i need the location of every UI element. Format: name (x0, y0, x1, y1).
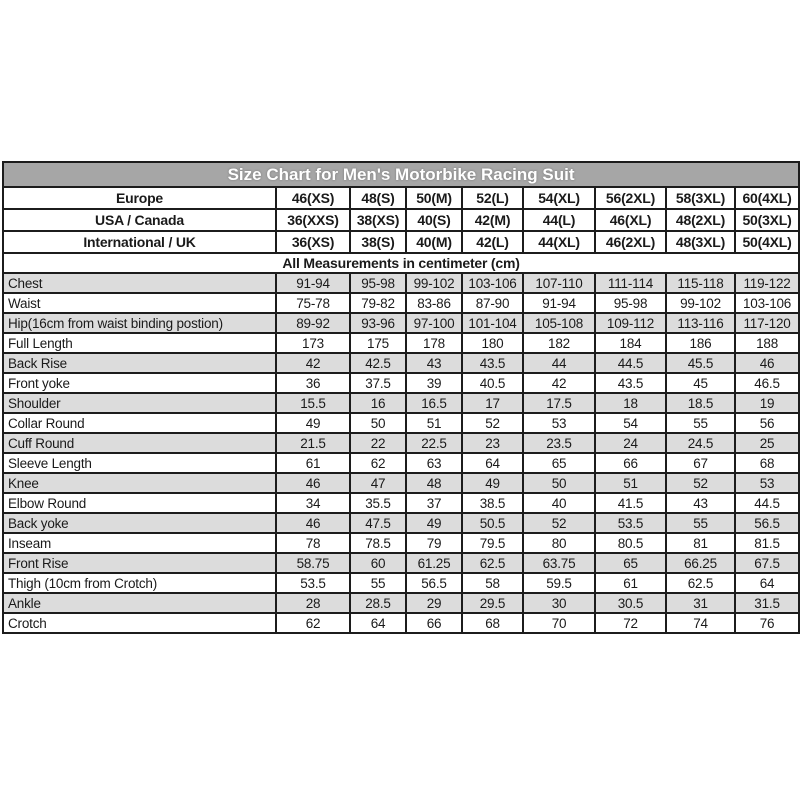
measurement-row-value: 22 (350, 433, 406, 453)
measurement-row-value: 56.5 (406, 573, 462, 593)
measurement-row-value: 93-96 (350, 313, 406, 333)
measurement-row-value: 30.5 (595, 593, 666, 613)
measurement-row-value: 46 (276, 473, 350, 493)
size-system-row-value: 50(4XL) (735, 231, 799, 253)
measurement-row-value: 37 (406, 493, 462, 513)
measurement-row (3, 613, 799, 633)
measurement-row-value: 49 (276, 413, 350, 433)
measurement-row (3, 293, 799, 313)
measurement-row-value: 65 (595, 553, 666, 573)
measurement-row-label: Inseam (3, 533, 276, 553)
measurement-row-value: 70 (523, 613, 595, 633)
measurement-row-value: 65 (523, 453, 595, 473)
measurement-row-value: 59.5 (523, 573, 595, 593)
measurement-row-value: 29 (406, 593, 462, 613)
measurement-row-value: 51 (406, 413, 462, 433)
measurement-row-value: 25 (735, 433, 799, 453)
size-system-row (3, 231, 799, 253)
measurement-row-value: 31 (666, 593, 735, 613)
measurement-row-value: 24.5 (666, 433, 735, 453)
measurement-row-value: 55 (666, 413, 735, 433)
measurement-row-label: Shoulder (3, 393, 276, 413)
measurements-note-row (3, 253, 799, 273)
measurement-row-value: 72 (595, 613, 666, 633)
measurement-row-value: 79.5 (462, 533, 523, 553)
measurement-row-value: 17 (462, 393, 523, 413)
measurement-row (3, 493, 799, 513)
measurement-row (3, 473, 799, 493)
size-system-row-value: 46(XS) (276, 187, 350, 209)
measurement-row-value: 41.5 (595, 493, 666, 513)
measurement-row-value: 62.5 (462, 553, 523, 573)
measurement-row-value: 61 (276, 453, 350, 473)
measurement-row-label: Elbow Round (3, 493, 276, 513)
measurement-row (3, 393, 799, 413)
measurement-row-value: 180 (462, 333, 523, 353)
measurement-row-value: 83-86 (406, 293, 462, 313)
measurement-row-value: 28 (276, 593, 350, 613)
size-system-row-value: 46(2XL) (595, 231, 666, 253)
measurement-row-value: 99-102 (406, 273, 462, 293)
measurement-row-value: 75-78 (276, 293, 350, 313)
measurement-row-value: 42.5 (350, 353, 406, 373)
measurement-row-label: Crotch (3, 613, 276, 633)
size-system-row-value: 46(XL) (595, 209, 666, 231)
measurement-row-value: 53 (523, 413, 595, 433)
measurement-row-value: 79-82 (350, 293, 406, 313)
measurement-row-value: 18.5 (666, 393, 735, 413)
measurement-row-label: Knee (3, 473, 276, 493)
measurement-row-value: 66.25 (666, 553, 735, 573)
measurement-row-value: 46 (735, 353, 799, 373)
measurement-row-value: 109-112 (595, 313, 666, 333)
measurement-row-value: 62 (276, 613, 350, 633)
measurement-row-value: 115-118 (666, 273, 735, 293)
measurement-row-label: Hip(16cm from waist binding postion) (3, 313, 276, 333)
size-system-row-value: 50(M) (406, 187, 462, 209)
measurement-row-value: 78 (276, 533, 350, 553)
measurement-row-value: 68 (735, 453, 799, 473)
measurement-row (3, 373, 799, 393)
measurement-row-value: 64 (735, 573, 799, 593)
measurement-row (3, 553, 799, 573)
measurement-row-value: 91-94 (523, 293, 595, 313)
measurement-row-value: 49 (406, 513, 462, 533)
measurement-row-value: 61.25 (406, 553, 462, 573)
measurement-row-value: 49 (462, 473, 523, 493)
measurement-row-value: 35.5 (350, 493, 406, 513)
measurement-row-value: 31.5 (735, 593, 799, 613)
measurement-row-value: 188 (735, 333, 799, 353)
size-system-row-value: 36(XXS) (276, 209, 350, 231)
measurement-row-value: 28.5 (350, 593, 406, 613)
measurement-row-value: 54 (595, 413, 666, 433)
measurement-row-value: 76 (735, 613, 799, 633)
measurement-row (3, 453, 799, 473)
measurement-row-value: 43.5 (462, 353, 523, 373)
measurement-row-value: 52 (523, 513, 595, 533)
size-system-row-value: 58(3XL) (666, 187, 735, 209)
size-system-row-value: 42(M) (462, 209, 523, 231)
measurement-row-value: 113-116 (666, 313, 735, 333)
measurement-row-value: 39 (406, 373, 462, 393)
measurement-row-value: 97-100 (406, 313, 462, 333)
measurement-row-value: 63 (406, 453, 462, 473)
measurement-row-label: Ankle (3, 593, 276, 613)
measurement-row-value: 51 (595, 473, 666, 493)
measurement-row-value: 61 (595, 573, 666, 593)
measurement-row-value: 74 (666, 613, 735, 633)
measurement-row-value: 103-106 (462, 273, 523, 293)
measurement-row-value: 62 (350, 453, 406, 473)
measurement-row-value: 16 (350, 393, 406, 413)
measurement-row-value: 21.5 (276, 433, 350, 453)
measurement-row-label: Cuff Round (3, 433, 276, 453)
measurement-row (3, 273, 799, 293)
measurements-note: All Measurements in centimeter (cm) (3, 253, 799, 273)
measurement-row-value: 175 (350, 333, 406, 353)
measurement-row-value: 95-98 (595, 293, 666, 313)
measurement-row-value: 64 (350, 613, 406, 633)
measurement-row-value: 46 (276, 513, 350, 533)
measurement-row-value: 107-110 (523, 273, 595, 293)
size-system-row-value: 54(XL) (523, 187, 595, 209)
measurement-row-value: 43.5 (595, 373, 666, 393)
measurement-row-value: 64 (462, 453, 523, 473)
measurement-row-value: 43 (406, 353, 462, 373)
measurement-row-value: 17.5 (523, 393, 595, 413)
measurement-row-label: Back Rise (3, 353, 276, 373)
measurement-row-value: 66 (406, 613, 462, 633)
measurement-row-value: 23.5 (523, 433, 595, 453)
measurement-row (3, 353, 799, 373)
measurement-row-value: 52 (666, 473, 735, 493)
measurement-row-label: Sleeve Length (3, 453, 276, 473)
measurement-row-value: 173 (276, 333, 350, 353)
measurement-row-label: Waist (3, 293, 276, 313)
size-system-row-value: 44(XL) (523, 231, 595, 253)
measurement-row-value: 101-104 (462, 313, 523, 333)
measurement-row-value: 78.5 (350, 533, 406, 553)
measurement-row-value: 40.5 (462, 373, 523, 393)
measurement-row-value: 56.5 (735, 513, 799, 533)
size-system-row-value: 60(4XL) (735, 187, 799, 209)
measurement-row-value: 22.5 (406, 433, 462, 453)
size-system-row-value: 48(3XL) (666, 231, 735, 253)
measurement-row-value: 38.5 (462, 493, 523, 513)
measurement-row (3, 433, 799, 453)
measurement-row-value: 119-122 (735, 273, 799, 293)
measurement-row-label: Front yoke (3, 373, 276, 393)
size-system-row-label: USA / Canada (3, 209, 276, 231)
measurement-row-value: 19 (735, 393, 799, 413)
size-system-row-value: 44(L) (523, 209, 595, 231)
measurement-row (3, 513, 799, 533)
measurement-row-value: 81 (666, 533, 735, 553)
measurement-row (3, 593, 799, 613)
measurement-row-value: 16.5 (406, 393, 462, 413)
measurement-row-value: 80 (523, 533, 595, 553)
measurement-row-value: 45.5 (666, 353, 735, 373)
measurement-row-label: Front Rise (3, 553, 276, 573)
measurement-row-value: 66 (595, 453, 666, 473)
measurement-row-label: Chest (3, 273, 276, 293)
measurement-row-value: 62.5 (666, 573, 735, 593)
measurement-row-value: 46.5 (735, 373, 799, 393)
measurement-row-value: 56 (735, 413, 799, 433)
measurement-row-value: 91-94 (276, 273, 350, 293)
measurement-row-value: 55 (350, 573, 406, 593)
measurement-row-value: 99-102 (666, 293, 735, 313)
measurement-row-value: 23 (462, 433, 523, 453)
measurement-row-value: 36 (276, 373, 350, 393)
measurement-row-value: 186 (666, 333, 735, 353)
measurement-row-value: 53.5 (595, 513, 666, 533)
size-system-row-value: 52(L) (462, 187, 523, 209)
size-system-row-value: 50(3XL) (735, 209, 799, 231)
measurement-row-value: 60 (350, 553, 406, 573)
size-system-row-value: 56(2XL) (595, 187, 666, 209)
measurement-row-value: 67.5 (735, 553, 799, 573)
size-system-row (3, 187, 799, 209)
measurement-row-value: 47 (350, 473, 406, 493)
size-system-row-value: 48(2XL) (666, 209, 735, 231)
measurement-row-value: 44.5 (735, 493, 799, 513)
size-system-row-value: 36(XS) (276, 231, 350, 253)
measurement-row-value: 45 (666, 373, 735, 393)
measurement-row (3, 413, 799, 433)
measurement-row-value: 55 (666, 513, 735, 533)
measurement-row-value: 103-106 (735, 293, 799, 313)
size-system-row-value: 38(XS) (350, 209, 406, 231)
measurement-row (3, 313, 799, 333)
measurement-row-value: 37.5 (350, 373, 406, 393)
measurement-row-value: 53 (735, 473, 799, 493)
measurement-row-value: 53.5 (276, 573, 350, 593)
size-systems-section (3, 187, 799, 253)
measurement-row-value: 105-108 (523, 313, 595, 333)
measurement-row-value: 40 (523, 493, 595, 513)
measurement-row-value: 111-114 (595, 273, 666, 293)
measurement-row-value: 67 (666, 453, 735, 473)
size-chart-table (2, 161, 800, 634)
measurement-row-value: 184 (595, 333, 666, 353)
size-system-row-value: 48(S) (350, 187, 406, 209)
measurement-row-value: 48 (406, 473, 462, 493)
measurement-row-value: 89-92 (276, 313, 350, 333)
measurement-row-value: 178 (406, 333, 462, 353)
measurement-row-value: 63.75 (523, 553, 595, 573)
measurement-row-value: 44.5 (595, 353, 666, 373)
size-system-row-value: 40(M) (406, 231, 462, 253)
title-row (3, 162, 799, 187)
measurement-row (3, 573, 799, 593)
measurement-row-value: 50.5 (462, 513, 523, 533)
measurement-row-label: Thigh (10cm from Crotch) (3, 573, 276, 593)
measurement-row-value: 117-120 (735, 313, 799, 333)
size-system-row (3, 209, 799, 231)
chart-title: Size Chart for Men's Motorbike Racing Suit (3, 162, 799, 187)
measurement-row-value: 52 (462, 413, 523, 433)
size-system-row-value: 42(L) (462, 231, 523, 253)
measurement-row-value: 81.5 (735, 533, 799, 553)
size-system-row-value: 38(S) (350, 231, 406, 253)
measurement-row-value: 44 (523, 353, 595, 373)
measurement-row-label: Back yoke (3, 513, 276, 533)
measurement-row-value: 43 (666, 493, 735, 513)
measurement-row-value: 50 (350, 413, 406, 433)
measurement-row-value: 80.5 (595, 533, 666, 553)
measurement-row-value: 30 (523, 593, 595, 613)
measurement-row-value: 58.75 (276, 553, 350, 573)
measurement-row-label: Full Length (3, 333, 276, 353)
measurement-row-value: 182 (523, 333, 595, 353)
measurement-row (3, 533, 799, 553)
measurement-row (3, 333, 799, 353)
measurement-row-value: 18 (595, 393, 666, 413)
measurement-row-value: 34 (276, 493, 350, 513)
measurement-row-value: 42 (276, 353, 350, 373)
measurement-row-value: 15.5 (276, 393, 350, 413)
measurement-row-value: 79 (406, 533, 462, 553)
size-system-row-label: International / UK (3, 231, 276, 253)
measurement-row-value: 50 (523, 473, 595, 493)
measurements-section (3, 273, 799, 633)
size-system-row-value: 40(S) (406, 209, 462, 231)
measurement-row-value: 58 (462, 573, 523, 593)
measurement-row-value: 47.5 (350, 513, 406, 533)
measurement-row-value: 42 (523, 373, 595, 393)
measurement-row-value: 68 (462, 613, 523, 633)
size-system-row-label: Europe (3, 187, 276, 209)
measurement-row-value: 24 (595, 433, 666, 453)
measurement-row-value: 95-98 (350, 273, 406, 293)
measurement-row-value: 87-90 (462, 293, 523, 313)
measurement-row-value: 29.5 (462, 593, 523, 613)
measurement-row-label: Collar Round (3, 413, 276, 433)
